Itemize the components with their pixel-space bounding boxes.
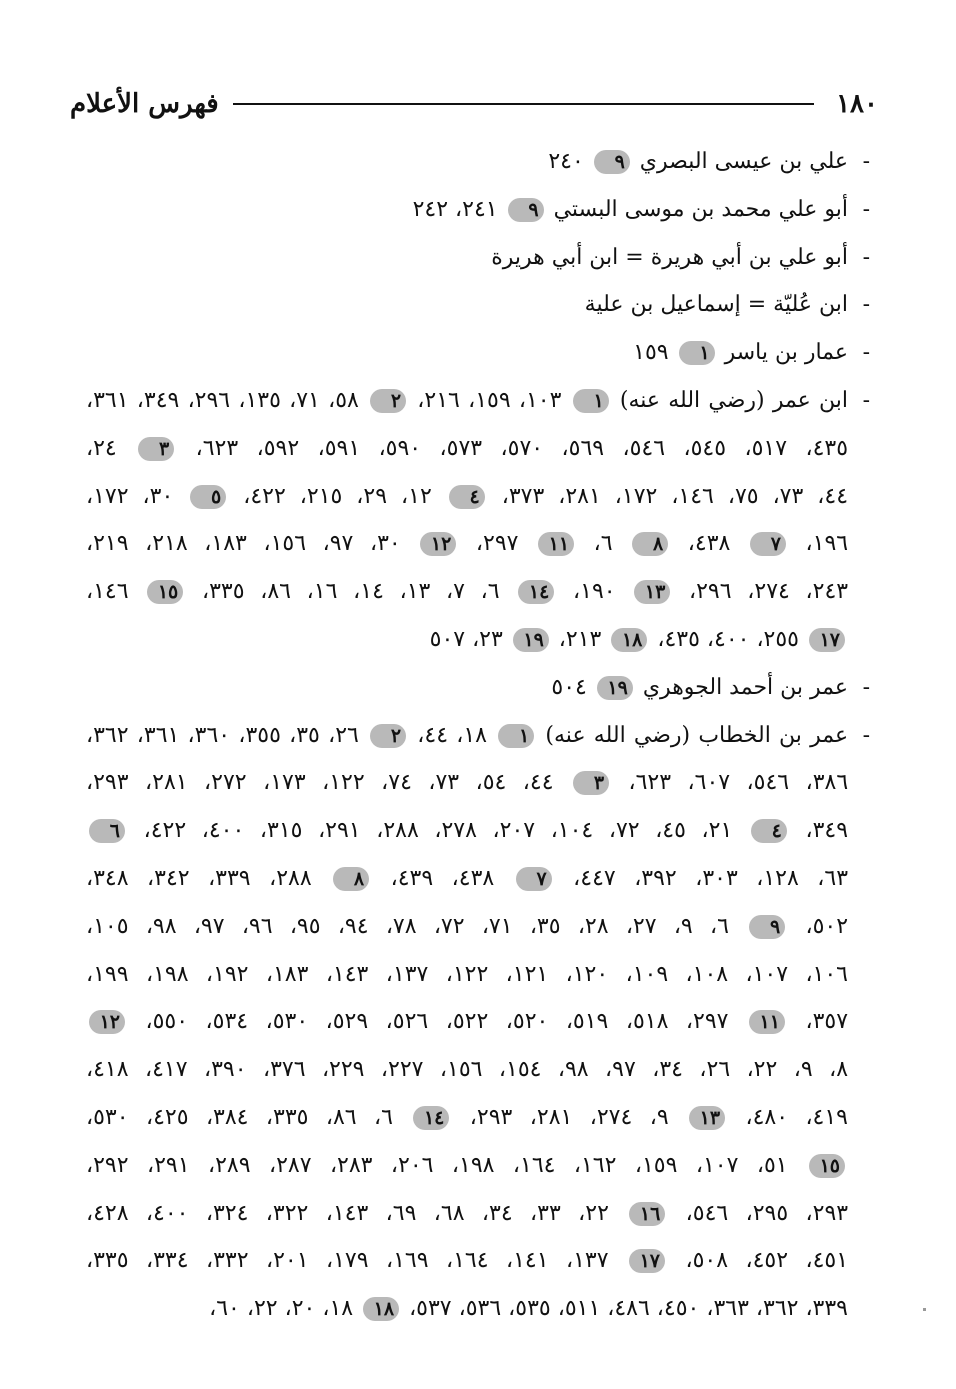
- entry-line: [86, 1190, 848, 1238]
- index-entry: [86, 377, 870, 664]
- volume-badge: ١٦: [629, 1202, 665, 1226]
- entry-text: ٤٤، ٧٣، ٧٥، ١٤٦، ١٧٢، ٢٨١، ٣٧٣،: [487, 483, 848, 509]
- volume-badge: ١٩: [513, 628, 549, 652]
- volume-badge: ٩: [508, 198, 544, 222]
- index-entry: [86, 186, 870, 234]
- volume-badge: ٧: [516, 867, 552, 891]
- entry-line: [86, 855, 848, 903]
- entry-text: ٢٤٠: [548, 149, 591, 174]
- entry-line: [86, 473, 848, 521]
- entry-text: ٦،: [577, 531, 630, 557]
- entry-text: ١٨، ٢٠، ٢٢، ٦٠،: [209, 1296, 361, 1322]
- entry-text: ٦، ٧، ١٣، ١٤، ١٦، ٨٦، ٣٣٥،: [186, 579, 516, 605]
- entry-line: [86, 712, 848, 760]
- index-entries: [86, 138, 870, 1333]
- entry-text: ٥٠٤: [551, 674, 594, 700]
- entry-line: [86, 138, 848, 186]
- volume-badge: ١: [679, 341, 715, 365]
- index-entry: [86, 138, 870, 186]
- entry-text: ٥٠٢،: [788, 913, 848, 939]
- entry-line: [86, 664, 848, 712]
- volume-badge: ٨: [333, 867, 369, 891]
- entry-text: ٢٤،: [86, 435, 136, 461]
- entry-text: ٣٠، ٩٧، ١٥٦، ١٨٣، ٢١٨، ٢١٩،: [86, 531, 418, 557]
- volume-badge: ٢: [370, 389, 406, 413]
- volume-badge: ١٩: [597, 676, 633, 700]
- volume-badge: ١٤: [413, 1106, 449, 1130]
- entry-text: ٣٠، ١٧٢،: [86, 483, 188, 509]
- volume-badge: ٦: [89, 819, 125, 843]
- volume-badge: ٤: [751, 819, 787, 843]
- volume-badge: ٤: [449, 485, 485, 509]
- entry-text: ١٤٦،: [86, 579, 145, 605]
- entry-line: [86, 1142, 848, 1190]
- volume-badge: ٢: [370, 724, 406, 748]
- entry-text: ٢٢، ٣٣، ٣٤، ٦٨، ٦٩، ١٤٣، ٣٢٢، ٣٢٤، ٤٠٠، ٤٢٨،: [86, 1200, 627, 1226]
- volume-badge: ١: [573, 389, 609, 413]
- entry-line: [86, 377, 848, 425]
- entry-text: ١٣٧، ١٤١، ١٦٤، ١٦٩، ١٧٩، ٢٠١، ٣٣٢، ٣٣٤، ٣٣٥،: [86, 1248, 627, 1274]
- entry-text: عمر بن أحمد الجوهري: [635, 674, 848, 700]
- entry-text: ٢٥٥، ٤٠٠، ٤٣٥،: [650, 626, 806, 652]
- scan-speck: [923, 1308, 926, 1311]
- volume-badge: ١٢: [89, 1010, 125, 1034]
- entry-text: ٤٤، ٥٤، ٧٣، ٧٤، ١٢٢، ١٧٣، ٢٧٢، ٢٨١، ٢٩٣،: [86, 770, 571, 796]
- entry-line: [86, 520, 848, 568]
- volume-badge: ١١: [749, 1010, 785, 1034]
- entry-text: ٨، ٩، ٢٢، ٢٦، ٣٤، ٩٧، ٩٨، ١٥٤، ١٥٦، ٢٢٧، ٢٢٩، ٣٧٦، ٣٩٠، ٤١٧، ٤١٨،: [86, 1057, 848, 1083]
- entry-text: ابن عُليّة = إسماعيل بن علية: [584, 292, 848, 318]
- volume-badge: ٩: [594, 150, 630, 174]
- volume-badge: ٣: [138, 437, 174, 461]
- entry-text: ٢٩٣، ٢٩٥، ٥٤٦،: [668, 1200, 848, 1226]
- entry-text: أبو علي بن أبي هريرة = ابن أبي هريرة: [491, 244, 848, 270]
- volume-badge: ١٧: [809, 628, 845, 652]
- volume-badge: ٨: [632, 532, 668, 556]
- entry-line: [86, 1285, 848, 1333]
- entry-text: ابن عمر (رضي الله عنه): [611, 387, 848, 413]
- entry-text: ١٥٩: [633, 340, 676, 366]
- volume-badge: ١٣: [689, 1106, 725, 1130]
- entry-line: [86, 1094, 848, 1142]
- header-rule: [233, 103, 814, 105]
- entry-text: علي بن عيسى البصري: [632, 149, 848, 174]
- entry-text: أبو علي محمد بن موسى البستي: [546, 196, 848, 222]
- entry-text: ٢١، ٤٥، ٧٢، ١٠٤، ٢٠٧، ٢٧٨، ٢٨٨، ٢٩١، ٣١٥، ٤٠٠، ٤٢٢،: [128, 818, 748, 844]
- entry-text: ٦، ٩، ٢٧، ٢٨، ٣٥، ٧١، ٧٢، ٧٨، ٩٤، ٩٥، ٩٦، ٩٧، ٩٨، ١٠٥،: [86, 913, 747, 939]
- volume-badge: ١٨: [363, 1297, 399, 1321]
- index-entry: [86, 234, 870, 282]
- entry-text: ٣٤٩،: [789, 818, 848, 844]
- entry-dash: -: [862, 196, 870, 222]
- entry-line: [86, 186, 848, 234]
- volume-badge: ١٥: [147, 580, 183, 604]
- page-header: [70, 82, 878, 126]
- entry-line: [86, 568, 848, 616]
- entry-text: ٤٥١، ٤٥٢، ٥٠٨،: [668, 1248, 848, 1274]
- entry-text: ٢٣، ٥٠٧: [429, 626, 510, 652]
- entry-line: [86, 616, 848, 664]
- entry-text: ٦، ٨٦، ٣٣٥، ٣٨٤، ٤٢٥، ٥٣٠،: [86, 1104, 411, 1130]
- page-title: فهرس الأعلام: [70, 89, 219, 119]
- entry-text: ٢٩٧، ٥١٨، ٥١٩، ٥٢٠، ٥٢٢، ٥٢٦، ٥٢٩، ٥٣٠، ٥٣٤، ٥٥٠،: [128, 1009, 746, 1035]
- entry-text: ٢٤٣، ٢٧٤، ٢٩٦،: [673, 579, 848, 605]
- entry-text: ٤٣٥، ٥١٧، ٥٤٥، ٥٤٦، ٥٦٩، ٥٧٠، ٥٧٣، ٥٩٠، ٥٩١، ٥٩٢، ٦٢٣،: [177, 435, 848, 461]
- entry-text: ٥١، ١٠٧، ١٥٩، ١٦٢، ١٦٤، ١٩٨، ٢٠٦، ٢٨٣، ٢٨٧، ٢٨٩، ٢٩١، ٢٩٢،: [86, 1152, 807, 1178]
- volume-badge: ١١: [538, 532, 574, 556]
- entry-dash: -: [862, 387, 870, 413]
- entry-line: [86, 903, 848, 951]
- entry-line: [86, 1237, 848, 1285]
- entry-dash: -: [862, 149, 870, 174]
- entry-line: [86, 807, 848, 855]
- volume-badge: ١٢: [420, 532, 456, 556]
- entry-text: ٩، ٢٧٤، ٢٨١، ٢٩٣،: [452, 1104, 687, 1130]
- entry-text: ٢٦، ٣٥، ٣٥٥، ٣٦٠، ٣٦١، ٣٦٢،: [86, 722, 368, 748]
- entry-text: ٢١٣،: [551, 626, 609, 652]
- volume-badge: ١: [498, 724, 534, 748]
- entry-text: ٥٨، ٧١، ١٣٥، ٢٩٦، ٣٤٩، ٣٦١،: [86, 387, 368, 413]
- entry-line: [86, 281, 848, 329]
- volume-badge: ١٨: [611, 628, 647, 652]
- entry-text: ٣٨٦، ٥٤٦، ٦٠٧، ٦٢٣،: [612, 770, 848, 796]
- entry-text: ٣٥٧،: [787, 1009, 848, 1035]
- volume-badge: ١٥: [809, 1154, 845, 1178]
- entry-text: ٣٣٩، ٣٦٢، ٣٦٣، ٤٥٠، ٤٨٦، ٥١١، ٥٣٥، ٥٣٦، ٥٣٧،: [402, 1296, 848, 1322]
- entry-dash: -: [862, 292, 870, 318]
- entry-text: ٢٩٧،: [459, 531, 536, 557]
- entry-text: ٤١٩، ٤٨٠،: [728, 1104, 848, 1130]
- volume-badge: ٥: [190, 485, 226, 509]
- index-entry: [86, 712, 870, 1333]
- entry-text: عمر بن الخطاب (رضي الله عنه): [537, 722, 848, 748]
- entry-dash: -: [862, 340, 870, 366]
- volume-badge: ٩: [749, 915, 785, 939]
- entry-text: ٦٣، ١٢٨، ٣٠٣، ٣٩٢، ٤٤٧،: [554, 865, 848, 891]
- entry-line: [86, 1046, 848, 1094]
- entry-text: ١٩٦،: [788, 531, 848, 557]
- volume-badge: ١٣: [634, 580, 670, 604]
- entry-line: [86, 329, 848, 377]
- volume-badge: ٧: [750, 532, 786, 556]
- volume-badge: ١٤: [518, 580, 554, 604]
- entry-text: ٤٣٨،: [671, 531, 747, 557]
- volume-badge: ١٧: [629, 1249, 665, 1273]
- entry-dash: -: [862, 244, 870, 270]
- entry-text: ٤٣٨، ٤٣٩،: [372, 865, 513, 891]
- entry-line: [86, 234, 848, 282]
- entry-dash: -: [862, 674, 870, 700]
- entry-text: ١٨، ٤٤،: [409, 722, 496, 748]
- entry-text: عمار بن ياسر: [717, 340, 848, 366]
- index-entry: [86, 281, 870, 329]
- entry-text: ٢٨٨، ٣٣٩، ٣٤٢، ٣٤٨،: [86, 865, 331, 891]
- entry-text: ١٩٠،: [557, 579, 632, 605]
- entry-line: [86, 951, 848, 999]
- entry-text: ١٢، ٢٩، ٢١٥، ٤٢٢،: [229, 483, 446, 509]
- entry-text: ٢٤١، ٢٤٢: [412, 196, 505, 222]
- index-entry: [86, 329, 870, 377]
- entry-line: [86, 425, 848, 473]
- entry-text: ١٠٣، ١٥٩، ٢١٦،: [409, 387, 570, 413]
- volume-badge: ٣: [573, 771, 609, 795]
- index-entry: [86, 664, 870, 712]
- page-number: ١٨٠: [836, 89, 878, 119]
- entry-text: ١٠٦، ١٠٧، ١٠٨، ١٠٩، ١٢٠، ١٢١، ١٢٢، ١٣٧، ١٤٣، ١٨٣، ١٩٢، ١٩٨، ١٩٩،: [86, 961, 848, 987]
- entry-line: [86, 998, 848, 1046]
- entry-dash: -: [862, 722, 870, 748]
- entry-line: [86, 759, 848, 807]
